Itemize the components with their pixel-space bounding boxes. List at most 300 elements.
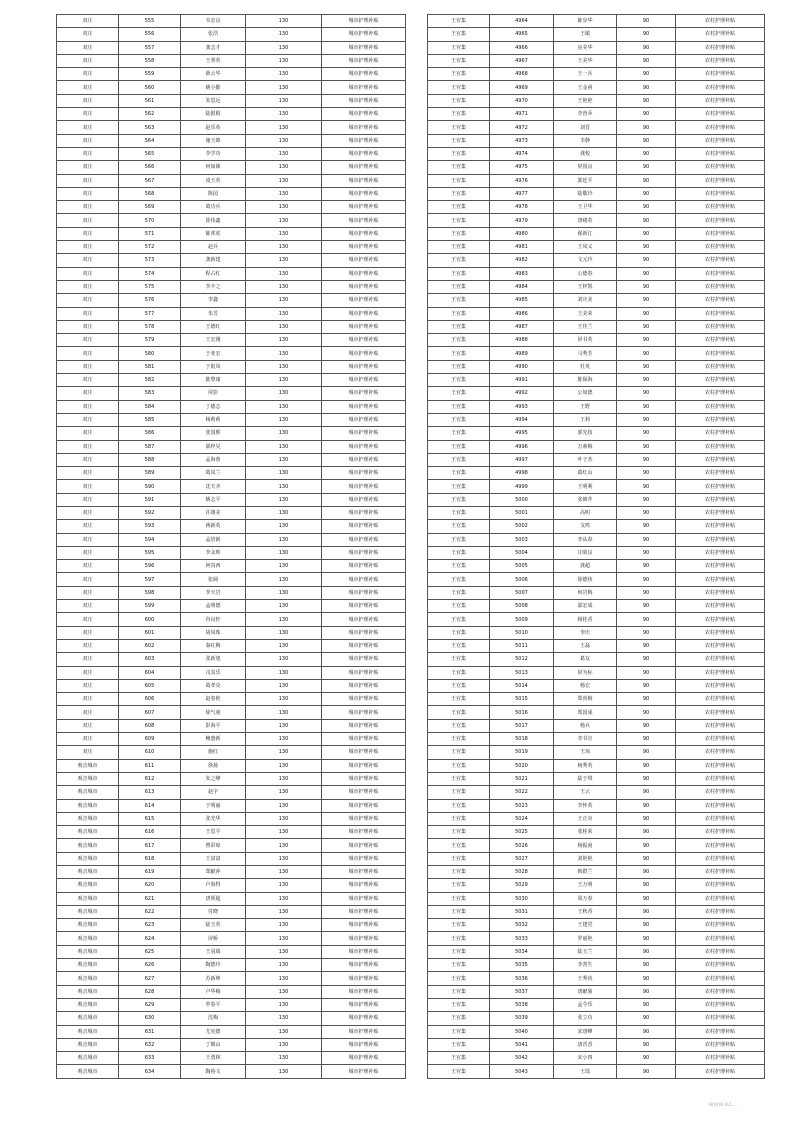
serial-number-cell: 4988 [490, 334, 554, 347]
table-row [428, 905, 765, 918]
name-cell: 屏国良 [554, 161, 617, 174]
table-row [428, 453, 765, 466]
amount-cell: 90 [617, 254, 676, 267]
village-cell: 双庄 [57, 254, 119, 267]
serial-number-cell: 5033 [490, 932, 554, 945]
name-cell: 杨桂香 [554, 613, 617, 626]
subsidy-type-cell: 农村护理补贴 [676, 347, 765, 360]
name-cell: 王金甫 [554, 81, 617, 94]
name-cell: 李庆 [554, 626, 617, 639]
serial-number-cell: 4969 [490, 81, 554, 94]
table-row [428, 959, 765, 972]
serial-number-cell: 615 [119, 812, 181, 825]
subsidy-type-cell: 城市护理补贴 [322, 28, 406, 41]
table-row [428, 812, 765, 825]
subsidy-type-cell: 城市护理补贴 [322, 998, 406, 1011]
serial-number-cell: 5032 [490, 919, 554, 932]
amount-cell: 90 [617, 1065, 676, 1078]
village-cell: 双庄 [57, 427, 119, 440]
amount-cell: 130 [246, 600, 322, 613]
serial-number-cell: 594 [119, 533, 181, 546]
subsidy-type-cell: 城市护理补贴 [322, 959, 406, 972]
subsidy-type-cell: 农村护理补贴 [676, 480, 765, 493]
amount-cell: 130 [246, 94, 322, 107]
amount-cell: 90 [617, 653, 676, 666]
village-cell: 王官集 [428, 866, 490, 879]
name-cell: 王宏刚 [181, 334, 246, 347]
table-row [57, 134, 406, 147]
table-row [57, 786, 406, 799]
name-cell: 谷良轩 [181, 613, 246, 626]
amount-cell: 130 [246, 613, 322, 626]
subsidy-type-cell: 城市护理补贴 [322, 919, 406, 932]
subsidy-type-cell: 农村护理补贴 [676, 15, 765, 28]
serial-number-cell: 598 [119, 586, 181, 599]
table-row [428, 227, 765, 240]
name-cell: 宋小四 [554, 1052, 617, 1065]
serial-number-cell: 608 [119, 719, 181, 732]
subsidy-type-cell: 城市护理补贴 [322, 892, 406, 905]
name-cell: 杜英 [554, 360, 617, 373]
village-cell: 王官集 [428, 94, 490, 107]
village-cell: 双庄 [57, 693, 119, 706]
subsidy-type-cell: 农村护理补贴 [676, 267, 765, 280]
amount-cell: 130 [246, 706, 322, 719]
amount-cell: 130 [246, 294, 322, 307]
serial-number-cell: 5021 [490, 772, 554, 785]
name-cell: 李书宣 [554, 733, 617, 746]
village-cell: 王官集 [428, 852, 490, 865]
subsidy-type-cell: 农村护理补贴 [676, 919, 765, 932]
name-cell: 李丰之 [181, 280, 246, 293]
village-cell: 双庄 [57, 533, 119, 546]
name-cell: 龚超 [554, 560, 617, 573]
table-row [57, 161, 406, 174]
name-cell: 陶德玲 [181, 959, 246, 972]
subsidy-type-cell: 农村护理补贴 [676, 467, 765, 480]
serial-number-cell: 626 [119, 959, 181, 972]
name-cell: 陆玉兰 [554, 945, 617, 958]
table-row [57, 586, 406, 599]
serial-number-cell: 4995 [490, 427, 554, 440]
table-row [57, 241, 406, 254]
subsidy-type-cell: 城市护理补贴 [322, 866, 406, 879]
village-cell: 双庄 [57, 68, 119, 81]
serial-number-cell: 5022 [490, 786, 554, 799]
table-row [428, 134, 765, 147]
village-cell: 王官集 [428, 892, 490, 905]
table-row [428, 733, 765, 746]
village-cell: 双庄 [57, 639, 119, 652]
serial-number-cell: 4978 [490, 201, 554, 214]
village-cell: 双庄 [57, 480, 119, 493]
village-cell: 王官集 [428, 653, 490, 666]
table-row [428, 932, 765, 945]
name-cell: 李学功 [181, 147, 246, 160]
serial-number-cell: 582 [119, 374, 181, 387]
village-cell: 双庄 [57, 81, 119, 94]
subsidy-type-cell: 城市护理补贴 [322, 267, 406, 280]
serial-number-cell: 621 [119, 892, 181, 905]
table-row [57, 613, 406, 626]
name-cell: 王羽端 [181, 945, 246, 958]
village-cell: 王官集 [428, 626, 490, 639]
village-cell: 王官集 [428, 919, 490, 932]
serial-number-cell: 601 [119, 626, 181, 639]
subsidy-type-cell: 城市护理补贴 [322, 54, 406, 67]
amount-cell: 90 [617, 161, 676, 174]
subsidy-type-cell: 农村护理补贴 [676, 733, 765, 746]
table-row [57, 387, 406, 400]
name-cell: 徐伟鑫 [181, 214, 246, 227]
table-row [57, 187, 406, 200]
table-row [57, 1025, 406, 1038]
name-cell: 文元玲 [554, 254, 617, 267]
amount-cell: 130 [246, 68, 322, 81]
table-row [57, 54, 406, 67]
name-cell: 彭海平 [181, 719, 246, 732]
table-row [57, 427, 406, 440]
name-cell: 唐领超 [181, 892, 246, 905]
name-cell: 宋唐峰 [554, 1025, 617, 1038]
village-cell: 王官集 [428, 440, 490, 453]
village-cell: 王官集 [428, 108, 490, 121]
serial-number-cell: 4994 [490, 413, 554, 426]
village-cell: 王官集 [428, 600, 490, 613]
table-row [428, 294, 765, 307]
name-cell: 唐献菊 [554, 985, 617, 998]
village-cell: 王官集 [428, 493, 490, 506]
village-cell: 双庄 [57, 733, 119, 746]
table-row [428, 81, 765, 94]
serial-number-cell: 5040 [490, 1025, 554, 1038]
serial-number-cell: 4996 [490, 440, 554, 453]
subsidy-type-cell: 农村护理补贴 [676, 254, 765, 267]
village-cell: 观音城市 [57, 959, 119, 972]
village-cell: 双庄 [57, 54, 119, 67]
amount-cell: 130 [246, 280, 322, 293]
amount-cell: 130 [246, 653, 322, 666]
village-cell: 王官集 [428, 254, 490, 267]
village-cell: 双庄 [57, 387, 119, 400]
amount-cell: 90 [617, 772, 676, 785]
name-cell: 朱思远 [181, 94, 246, 107]
village-cell: 王官集 [428, 427, 490, 440]
serial-number-cell: 589 [119, 467, 181, 480]
village-cell: 王官集 [428, 41, 490, 54]
serial-number-cell: 5016 [490, 706, 554, 719]
amount-cell: 90 [617, 174, 676, 187]
table-row [57, 998, 406, 1011]
name-cell: 王美荣 [554, 307, 617, 320]
name-cell: 庄昭良 [554, 546, 617, 559]
amount-cell: 90 [617, 679, 676, 692]
serial-number-cell: 4970 [490, 94, 554, 107]
subsidy-type-cell: 农村护理补贴 [676, 387, 765, 400]
name-cell: 丁德志 [181, 400, 246, 413]
table-row [57, 546, 406, 559]
table-row [57, 41, 406, 54]
serial-number-cell: 5006 [490, 573, 554, 586]
table-row [57, 1012, 406, 1025]
subsidy-type-cell: 城市护理补贴 [322, 852, 406, 865]
amount-cell: 90 [617, 560, 676, 573]
subsidy-type-cell: 城市护理补贴 [322, 81, 406, 94]
amount-cell: 90 [617, 1052, 676, 1065]
name-cell: 沈天齐 [181, 480, 246, 493]
amount-cell: 130 [246, 307, 322, 320]
serial-number-cell: 5020 [490, 759, 554, 772]
amount-cell: 90 [617, 108, 676, 121]
table-row [428, 600, 765, 613]
serial-number-cell: 595 [119, 546, 181, 559]
name-cell: 李永辉 [181, 546, 246, 559]
table-row [428, 174, 765, 187]
subsidy-type-cell: 农村护理补贴 [676, 214, 765, 227]
subsidy-type-cell: 农村护理补贴 [676, 772, 765, 785]
amount-cell: 130 [246, 826, 322, 839]
serial-number-cell: 591 [119, 493, 181, 506]
table-row [428, 94, 765, 107]
table-row [57, 108, 406, 121]
name-cell: 张国熙 [181, 427, 246, 440]
table-row [428, 520, 765, 533]
amount-cell: 90 [617, 520, 676, 533]
serial-number-cell: 5039 [490, 1012, 554, 1025]
name-cell: 葛功兵 [181, 201, 246, 214]
amount-cell: 90 [617, 427, 676, 440]
amount-cell: 130 [246, 413, 322, 426]
name-cell: 鲍惠新 [181, 733, 246, 746]
village-cell: 观音城市 [57, 985, 119, 998]
serial-number-cell: 559 [119, 68, 181, 81]
amount-cell: 90 [617, 586, 676, 599]
serial-number-cell: 4980 [490, 227, 554, 240]
serial-number-cell: 5005 [490, 560, 554, 573]
amount-cell: 130 [246, 387, 322, 400]
name-cell: 施红 [181, 746, 246, 759]
serial-number-cell: 584 [119, 400, 181, 413]
table-row [428, 998, 765, 1011]
table-row [428, 374, 765, 387]
amount-cell: 130 [246, 174, 322, 187]
name-cell: 房美华 [554, 41, 617, 54]
table-row [57, 267, 406, 280]
subsidy-type-cell: 城市护理补贴 [322, 320, 406, 333]
table-row [428, 972, 765, 985]
name-cell: 陈邦虎 [181, 227, 246, 240]
table-row [57, 746, 406, 759]
village-cell: 王官集 [428, 161, 490, 174]
name-cell: 何如娣 [181, 161, 246, 174]
amount-cell: 90 [617, 201, 676, 214]
name-cell: 王艳艳 [554, 94, 617, 107]
village-cell: 双庄 [57, 214, 119, 227]
table-row [57, 320, 406, 333]
subsidy-type-cell: 农村护理补贴 [676, 187, 765, 200]
serial-number-cell: 555 [119, 15, 181, 28]
name-cell: 何真西 [181, 560, 246, 573]
subsidy-type-cell: 城市护理补贴 [322, 626, 406, 639]
amount-cell: 90 [617, 693, 676, 706]
amount-cell: 90 [617, 493, 676, 506]
village-cell: 王官集 [428, 360, 490, 373]
name-cell: 苏新坤 [181, 972, 246, 985]
village-cell: 观音城市 [57, 1065, 119, 1078]
subsidy-type-cell: 城市护理补贴 [322, 108, 406, 121]
serial-number-cell: 5004 [490, 546, 554, 559]
amount-cell: 130 [246, 905, 322, 918]
name-cell: 李善生 [554, 959, 617, 972]
name-cell: 王磊 [554, 639, 617, 652]
table-row [57, 866, 406, 879]
serial-number-cell: 568 [119, 187, 181, 200]
serial-number-cell: 5017 [490, 719, 554, 732]
subsidy-type-cell: 城市护理补贴 [322, 440, 406, 453]
subsidy-type-cell: 农村护理补贴 [676, 94, 765, 107]
subsidy-type-cell: 城市护理补贴 [322, 187, 406, 200]
subsidy-type-cell: 农村护理补贴 [676, 28, 765, 41]
name-cell: 丁锦山 [181, 1038, 246, 1051]
serial-number-cell: 4976 [490, 174, 554, 187]
amount-cell: 130 [246, 799, 322, 812]
table-row [428, 360, 765, 373]
amount-cell: 90 [617, 81, 676, 94]
subsidy-type-cell: 城市护理补贴 [322, 68, 406, 81]
village-cell: 双庄 [57, 147, 119, 160]
serial-number-cell: 565 [119, 147, 181, 160]
subsidy-type-cell: 农村护理补贴 [676, 613, 765, 626]
village-cell: 双庄 [57, 94, 119, 107]
village-cell: 王官集 [428, 241, 490, 254]
table-row [428, 241, 765, 254]
subsidy-type-cell: 农村护理补贴 [676, 573, 765, 586]
name-cell: 翟新江 [554, 227, 617, 240]
table-row [428, 387, 765, 400]
amount-cell: 130 [246, 427, 322, 440]
serial-number-cell: 4967 [490, 54, 554, 67]
name-cell: 司其乐 [181, 666, 246, 679]
amount-cell: 130 [246, 187, 322, 200]
amount-cell: 90 [617, 480, 676, 493]
name-cell: 陈步华 [554, 15, 617, 28]
table-row [428, 28, 765, 41]
serial-number-cell: 599 [119, 600, 181, 613]
name-cell: 陆于琪 [554, 772, 617, 785]
village-cell: 观音城市 [57, 786, 119, 799]
amount-cell: 90 [617, 799, 676, 812]
subsidy-type-cell: 城市护理补贴 [322, 174, 406, 187]
serial-number-cell: 5015 [490, 693, 554, 706]
village-cell: 王官集 [428, 374, 490, 387]
village-cell: 王官集 [428, 1025, 490, 1038]
table-row [57, 254, 406, 267]
subsidy-type-cell: 农村护理补贴 [676, 68, 765, 81]
subsidy-type-cell: 城市护理补贴 [322, 546, 406, 559]
amount-cell: 130 [246, 440, 322, 453]
subsidy-type-cell: 农村护理补贴 [676, 108, 765, 121]
subsidy-type-cell: 城市护理补贴 [322, 520, 406, 533]
serial-number-cell: 4977 [490, 187, 554, 200]
village-cell: 王官集 [428, 1038, 490, 1051]
subsidy-type-cell: 农村护理补贴 [676, 666, 765, 679]
amount-cell: 130 [246, 639, 322, 652]
serial-number-cell: 581 [119, 360, 181, 373]
serial-number-cell: 5027 [490, 852, 554, 865]
subsidy-type-cell: 农村护理补贴 [676, 799, 765, 812]
subsidy-type-cell: 城市护理补贴 [322, 467, 406, 480]
serial-number-cell: 628 [119, 985, 181, 998]
serial-number-cell: 5013 [490, 666, 554, 679]
amount-cell: 130 [246, 520, 322, 533]
amount-cell: 90 [617, 187, 676, 200]
name-cell: 公德春 [554, 267, 617, 280]
amount-cell: 130 [246, 241, 322, 254]
subsidy-type-cell: 城市护理补贴 [322, 453, 406, 466]
watermark: www.xz... [708, 1101, 737, 1108]
name-cell: 张阔 [181, 573, 246, 586]
subsidy-type-cell: 农村护理补贴 [676, 280, 765, 293]
amount-cell: 130 [246, 480, 322, 493]
village-cell: 双庄 [57, 400, 119, 413]
serial-number-cell: 5028 [490, 866, 554, 879]
village-cell: 王官集 [428, 1065, 490, 1078]
table-row [57, 799, 406, 812]
serial-number-cell: 4984 [490, 280, 554, 293]
name-cell: 陶裕文 [181, 1065, 246, 1078]
subsidy-type-cell: 农村护理补贴 [676, 161, 765, 174]
subsidy-type-cell: 农村护理补贴 [676, 812, 765, 825]
serial-number-cell: 579 [119, 334, 181, 347]
subsidy-type-cell: 城市护理补贴 [322, 839, 406, 852]
amount-cell: 130 [246, 254, 322, 267]
subsidy-type-cell: 农村护理补贴 [676, 560, 765, 573]
table-row [428, 440, 765, 453]
serial-number-cell: 5024 [490, 812, 554, 825]
table-row [428, 826, 765, 839]
serial-number-cell: 5003 [490, 533, 554, 546]
serial-number-cell: 623 [119, 919, 181, 932]
amount-cell: 130 [246, 879, 322, 892]
village-cell: 观音城市 [57, 866, 119, 879]
subsidy-type-cell: 城市护理补贴 [322, 733, 406, 746]
village-cell: 王官集 [428, 400, 490, 413]
subsidy-type-cell: 城市护理补贴 [322, 161, 406, 174]
name-cell: 王勇林 [181, 1052, 246, 1065]
serial-number-cell: 5042 [490, 1052, 554, 1065]
subsidy-type-cell: 农村护理补贴 [676, 586, 765, 599]
serial-number-cell: 557 [119, 41, 181, 54]
subsidy-type-cell: 农村护理补贴 [676, 54, 765, 67]
serial-number-cell: 586 [119, 427, 181, 440]
village-cell: 王官集 [428, 520, 490, 533]
village-cell: 双庄 [57, 294, 119, 307]
serial-number-cell: 5023 [490, 799, 554, 812]
amount-cell: 90 [617, 533, 676, 546]
table-row [428, 15, 765, 28]
serial-number-cell: 4991 [490, 374, 554, 387]
name-cell: 徐气童 [181, 706, 246, 719]
subsidy-type-cell: 农村护理补贴 [676, 945, 765, 958]
subsidy-type-cell: 农村护理补贴 [676, 998, 765, 1011]
amount-cell: 130 [246, 786, 322, 799]
serial-number-cell: 4974 [490, 147, 554, 160]
amount-cell: 130 [246, 932, 322, 945]
name-cell: 公如德 [554, 387, 617, 400]
subsidy-type-cell: 城市护理补贴 [322, 772, 406, 785]
village-cell: 王官集 [428, 998, 490, 1011]
serial-number-cell: 4966 [490, 41, 554, 54]
